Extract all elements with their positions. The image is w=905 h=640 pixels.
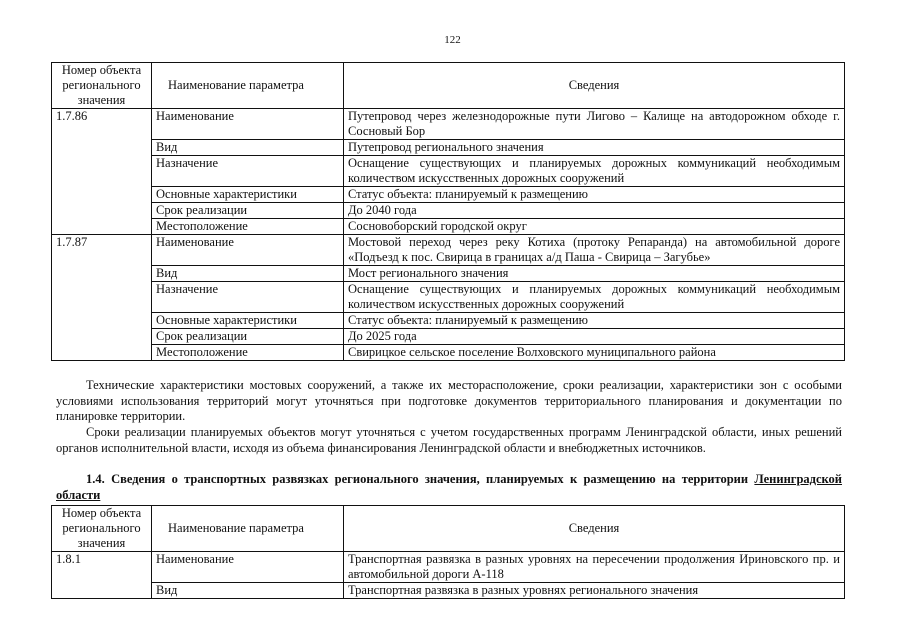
param-name: Наименование	[152, 235, 344, 266]
param-name: Срок реализации	[152, 329, 344, 345]
table-row	[52, 235, 845, 266]
table-row	[52, 140, 845, 156]
param-value: Транспортная развязка в разных уровнях на пересечении продолжения Ириновского пр. и автомобильной дороги А-118	[344, 552, 845, 583]
interchanges-table	[51, 505, 845, 599]
object-number: 1.7.86	[52, 109, 152, 140]
table-row	[52, 266, 845, 282]
header-object-number: Номер объекта регионального значения	[52, 63, 152, 109]
param-name: Срок реализации	[152, 203, 344, 219]
section-title-part1: Сведения о транспортных развязках регионального значения, планируемых к размещению на территории	[111, 472, 749, 486]
param-name: Вид	[152, 583, 344, 599]
table-row	[52, 329, 845, 345]
header-details: Сведения	[344, 506, 845, 552]
param-name: Наименование	[152, 109, 344, 140]
param-value: До 2025 года	[344, 329, 845, 345]
param-value: Путепровод через железнодорожные пути Лигово – Калище на автодорожном обходе г. Сосновый Бор	[344, 109, 845, 140]
table-row	[52, 583, 845, 599]
section-number: 1.4.	[86, 472, 105, 486]
table-row	[52, 156, 845, 187]
paragraph-deadlines	[56, 425, 842, 456]
header-details: Сведения	[344, 63, 845, 109]
objects-table	[51, 62, 845, 361]
section-heading	[56, 472, 842, 503]
param-value: Статус объекта: планируемый к размещению	[344, 187, 845, 203]
param-value: Транспортная развязка в разных уровнях регионального значения	[344, 583, 845, 599]
param-name: Вид	[152, 266, 344, 282]
param-value: Сосновоборский городской округ	[344, 219, 845, 235]
page-number: 122	[444, 34, 461, 46]
param-value: Оснащение существующих и планируемых дорожных коммуникаций необходимым количеством искусственных дорожных сооружений	[344, 156, 845, 187]
param-name: Местоположение	[152, 219, 344, 235]
paragraph-text: Технические характеристики мостовых сооружений, а также их месторасположение, сроки реализации, характеристики зон с особыми условиями использования территорий могут уточняться при подготовке документов территориального планирования и документации по планировке территории.	[56, 378, 842, 423]
param-value: Путепровод регионального значения	[344, 140, 845, 156]
param-name: Местоположение	[152, 345, 344, 361]
param-value: Мостовой переход через реку Котиха (протоку Репаранда) на автомобильной дороге «Подъезд к пос. Свирица в границах а/д Паша - Свирица – Загубье»	[344, 235, 845, 266]
param-value: Статус объекта: планируемый к размещению	[344, 313, 845, 329]
object-number: 1.7.87	[52, 235, 152, 266]
param-name: Наименование	[152, 552, 344, 583]
header-object-number: Номер объекта регионального значения	[52, 506, 152, 552]
section-title-part2: Ленинградской области	[56, 472, 843, 502]
table-row	[52, 282, 845, 313]
header-parameter-name: Наименование параметра	[152, 506, 344, 552]
header-parameter-name: Наименование параметра	[152, 63, 344, 109]
paragraph-text: Сроки реализации планируемых объектов могут уточняться с учетом государственных программ Ленинградской области, иных решений органов исполнительной власти, исходя из объема финансирования Ленинградской области и внебюджетных источников.	[56, 425, 842, 455]
param-name: Основные характеристики	[152, 187, 344, 203]
paragraph-technical	[56, 378, 842, 425]
table-row	[52, 345, 845, 361]
param-name: Назначение	[152, 156, 344, 187]
param-name: Назначение	[152, 282, 344, 313]
table-row	[52, 219, 845, 235]
param-value: Мост регионального значения	[344, 266, 845, 282]
param-name: Основные характеристики	[152, 313, 344, 329]
table-header-row	[52, 506, 845, 552]
table-row	[52, 203, 845, 219]
param-value: Свирицкое сельское поселение Волховского муниципального района	[344, 345, 845, 361]
param-name: Вид	[152, 140, 344, 156]
table-header-row	[52, 63, 845, 109]
table-row	[52, 187, 845, 203]
param-value: До 2040 года	[344, 203, 845, 219]
param-value: Оснащение существующих и планируемых дорожных коммуникаций необходимым количеством искусственных дорожных сооружений	[344, 282, 845, 313]
table-row	[52, 109, 845, 140]
table-row	[52, 313, 845, 329]
object-number: 1.8.1	[52, 552, 152, 583]
table-row	[52, 552, 845, 583]
